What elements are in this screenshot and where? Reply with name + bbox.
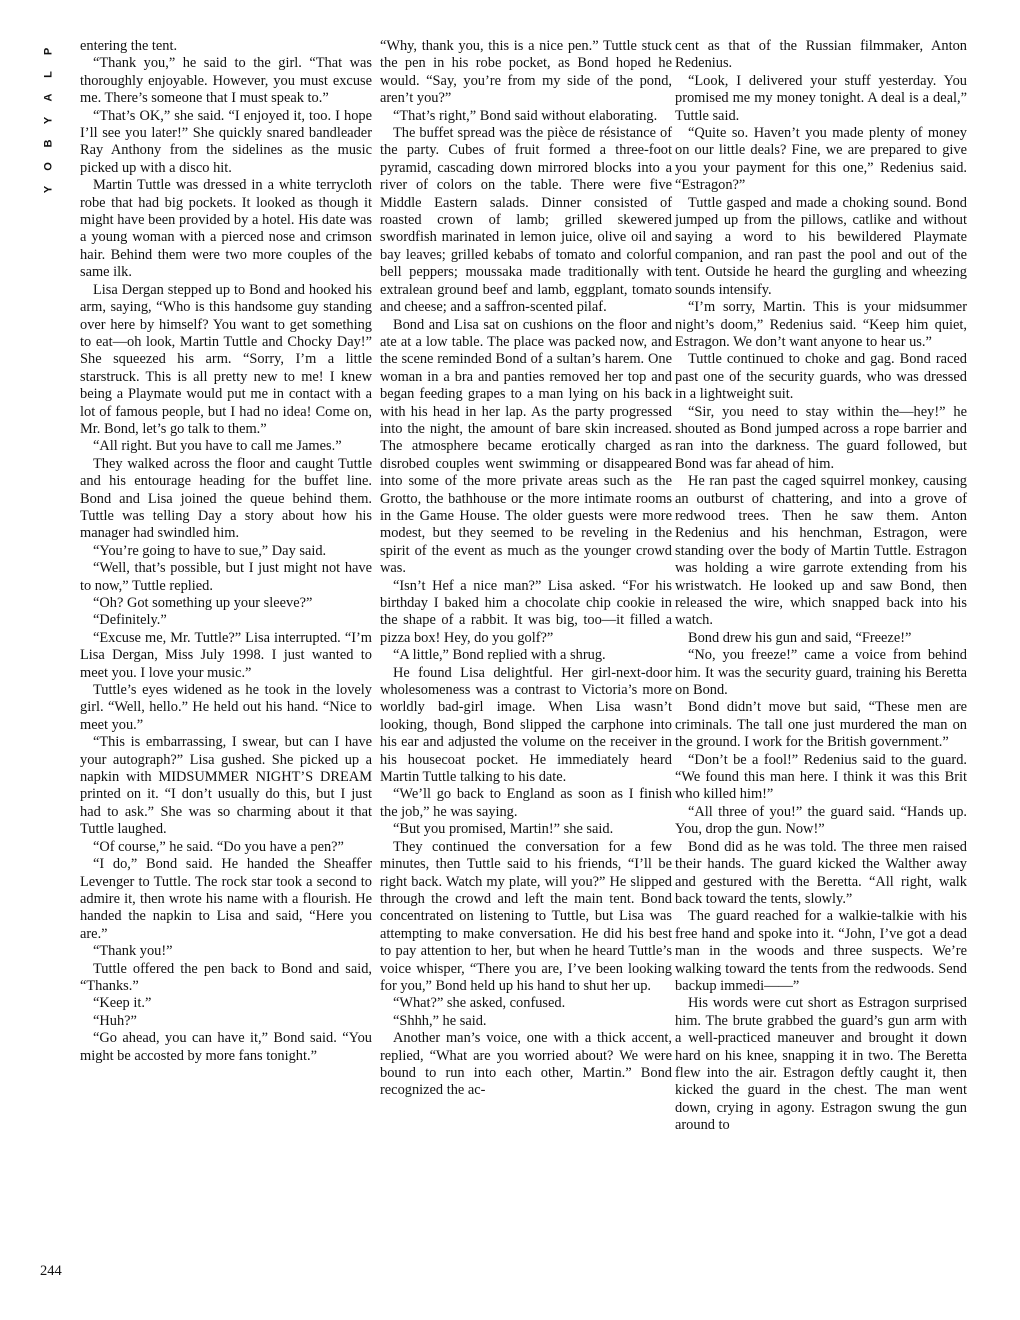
article-paragraph: “What?” she asked, confused.	[393, 995, 566, 1012]
article-paragraph: Lisa Dergan stepped up to Bond and hooked his arm, saying, “Who is this handsome guy standing over here by himself? You want to get something to eat—oh look, Martin Tuttle and Chocky Day!” She squeezed his arm. “Sorry, I’m a little starstruck. This is all pretty new to me! I knew being a Playmate would put me in contact with a lot of famous people, but I had no idea! Come on, Mr. Bond, let’s go talk to them.”	[80, 281, 372, 437]
sideline-letter: Y	[42, 116, 55, 125]
article-paragraph: “Definitely.”	[93, 612, 167, 629]
article-paragraph: Another man’s voice, one with a thick accent, replied, “What are you worried about? We were bound to run into each other, Martin.” Bond recognized the ac-	[380, 1030, 672, 1099]
article-paragraph: “I’m sorry, Martin. This is your midsummer night’s doom,” Redenius said. “Keep him quiet, Estragon. We don’t want anyone to hear us.”	[675, 299, 967, 350]
article-paragraph: “All right. But you have to call me James.”	[93, 438, 342, 455]
sideline-letter: Y	[42, 185, 55, 194]
article-paragraph: “Huh?”	[93, 1012, 137, 1029]
article-paragraph: “That’s right,” Bond said without elaborating.	[393, 107, 658, 124]
article-paragraph: “All three of you!” the guard said. “Hands up. You, drop the gun. Now!”	[675, 803, 967, 838]
article-paragraph: “Thank you,” he said to the girl. “That was thoroughly enjoyable. However, you must excuse me. There’s someone that I must speak to.”	[80, 55, 372, 107]
magazine-sideline	[34, 40, 64, 201]
article-paragraph: “But you promised, Martin!” she said.	[393, 821, 614, 838]
article-paragraph: He ran past the caged squirrel monkey, causing an outburst of chattering, and into a grove of redwood trees. Then he saw them. Anton Redenius and his henchman, Estragon, were standing over the body of Martin Tuttle. Estragon was holding a wire garrote extending from his wristwatch. He looked up and saw Bond, then released the wire, which snapped back into his watch.	[675, 473, 967, 629]
article-paragraph: “Quite so. Haven’t you made plenty of money on our little deals? Fine, we are prepared to give you your payment for this one,” Redenius said. “Estragon?”	[675, 125, 967, 194]
article-paragraph: “Don’t be a fool!” Redenius said to the guard. “We found this man here. I think it was this Brit who killed him!”	[675, 751, 967, 803]
article-paragraph: Bond did as he was told. The three men raised their hands. The guard kicked the Walther away and gestured with the Beretta. “All right, walk back toward the tents, slowly.”	[675, 838, 967, 907]
article-paragraph: “Look, I delivered your stuff yesterday. You promised me my money tonight. A deal is a deal,” Tuttle said.	[675, 72, 967, 124]
sideline-letter: O	[42, 162, 55, 171]
sideline-letter: B	[42, 139, 55, 148]
article-paragraph: The guard reached for a walkie-talkie with his free hand and spoke into it. “John, I’ve got a dead man in the woods and three suspects. We’re walking toward the tents from the redwoods. Send backup immedi——”	[675, 908, 967, 994]
article-paragraph: Tuttle’s eyes widened as he took in the lovely girl. “Well, hello.” He held out his hand. “Nice to meet you.”	[80, 682, 372, 733]
article-paragraph: The buffet spread was the pièce de résistance of the party. Cubes of fruit formed a three-foot pyramid, cascading down mirrored blocks into a river of colors on the table. There were five Middle Eastern salads. Dinner consisted of roasted crown of lamb; grilled skewered swordfish marinated in lemon juice, olive oil and bay leaves; grilled kebabs of tomato and colorful bell peppers; moussaka made traditionally with extralean ground beef and lamb, eggplant, tomato and cheese; and a saffron-scented pilaf.	[380, 125, 672, 316]
article-paragraph: “Shhh,” he said.	[393, 1012, 487, 1029]
article-column-1	[80, 38, 372, 1065]
article-paragraph: “Isn’t Hef a nice man?” Lisa asked. “For his birthday I baked him a chocolate chip cookie in the shape of a rabbit. It was big, too—it filled a pizza box! Hey, do you golf?”	[380, 577, 672, 646]
article-paragraph: They continued the conversation for a few minutes, then Tuttle said to his friends, “I’ll be right back. Watch my plate, will you?” He slipped through the crowd and left the main tent. Bond concentrated on listening to Tuttle, but Lisa was attempting to make conversation. He did his best to pay attention to her, but when he heard Tuttle’s voice whisper, “There you are, I’ve been looking for you,” Bond held up his hand to shut her up.	[380, 838, 672, 994]
article-paragraph: cent as that of the Russian filmmaker, Anton Redenius.	[675, 38, 967, 72]
page-number: 244	[40, 1263, 62, 1279]
article-paragraph: “Go ahead, you can have it,” Bond said. “You might be accosted by more fans tonight.”	[80, 1030, 372, 1064]
article-paragraph: He found Lisa delightful. Her girl-next-door wholesomeness was a contrast to Victoria’s more worldly bad-girl image. When Lisa wasn’t looking, though, Bond slipped the carphone into his ear and adjusted the volume on the receiver in his housecoat pocket. He immediately heard Martin Tuttle talking to his date.	[380, 664, 672, 786]
article-paragraph: “Of course,” he said. “Do you have a pen?”	[93, 838, 344, 855]
article-column-2	[380, 38, 672, 1100]
article-paragraph: “We’ll go back to England as soon as I finish the job,” he was saying.	[380, 786, 672, 820]
sideline-letter: P	[42, 47, 55, 56]
article-paragraph: They walked across the floor and caught Tuttle and his entourage heading for the buffet line. Bond and Lisa joined the queue behind them. Tuttle was telling Day a story about how his manager had swindled him.	[80, 455, 372, 542]
article-paragraph: Tuttle offered the pen back to Bond and said, “Thanks.”	[80, 960, 372, 994]
sideline-letter: A	[42, 93, 55, 102]
article-paragraph: “Excuse me, Mr. Tuttle?” Lisa interrupted. “I’m Lisa Dergan, Miss July 1998. I just wanted to meet you. I love your music.”	[80, 629, 372, 681]
article-paragraph: “This is embarrassing, I swear, but can I have your autograph?” Lisa gushed. She picked up a napkin with MIDSUMMER NIGHT’S DREAM printed on it. “I don’t usually do this, but I just had to ask.” She was so charming about it that Tuttle laughed.	[80, 734, 372, 838]
article-paragraph: “Oh? Got something up your sleeve?”	[93, 595, 313, 611]
article-paragraph: “Why, thank you, this is a nice pen.” Tuttle stuck the pen in his robe pocket, as Bond hoped he would. “Say, you’re from my side of the pond, aren’t you?”	[380, 38, 672, 107]
article-paragraph: “That’s OK,” she said. “I enjoyed it, too. I hope I’ll see you later!” She quickly snared bandleader Ray Anthony from the sidelines as the music picked up with a disco hit.	[80, 107, 372, 176]
article-paragraph: “Sir, you need to stay within the—hey!” he shouted as Bond jumped across a rope barrier and ran into the darkness. The guard followed, but Bond was far ahead of him.	[675, 403, 967, 472]
article-paragraph: “I do,” Bond said. He handed the Sheaffer Levenger to Tuttle. The rock star took a second to admire it, then wrote his name with a flourish. He handed the napkin to Lisa and said, “Here you are.”	[80, 856, 372, 942]
article-paragraph: Tuttle gasped and made a choking sound. Bond jumped up from the pillows, catlike and without saying a word to his bewildered Playmate companion, and ran past the pool and out of the tent. Outside he heard the gurgling and wheezing sounds intensify.	[675, 194, 967, 298]
article-paragraph: Bond didn’t move but said, “These men are criminals. The tall one just murdered the man on the ground. I work for the British government.”	[675, 699, 967, 751]
article-paragraph: Martin Tuttle was dressed in a white terrycloth robe that had big pockets. It looked as though it might have been provided by a hotel. His date was a young woman with a pierced nose and crimson hair. Behind them were two more couples of the same ilk.	[80, 177, 372, 281]
article-paragraph: entering the tent.	[80, 38, 178, 54]
article-paragraph: Bond drew his gun and said, “Freeze!”	[688, 629, 912, 646]
article-paragraph: “You’re going to have to sue,” Day said.	[93, 542, 327, 559]
article-paragraph: “Well, that’s possible, but I just might not have to now,” Tuttle replied.	[80, 560, 372, 594]
article-column-3	[675, 38, 967, 1135]
article-paragraph: His words were cut short as Estragon surprised him. The brute grabbed the guard’s gun arm with a well-practiced maneuver and brought it down hard on his knee, snapping it in two. The Beretta flew into the air. Estragon deftly caught it, then kicked the guard in the chest. The man went down, crying in agony. Estragon swung the gun around to	[675, 995, 967, 1134]
article-paragraph: “A little,” Bond replied with a shrug.	[393, 647, 606, 664]
article-paragraph: “Keep it.”	[93, 995, 152, 1012]
article-paragraph: Tuttle continued to choke and gag. Bond raced past one of the security guards, who was dressed in a lightweight suit.	[675, 351, 967, 403]
article-paragraph: “No, you freeze!” came a voice from behind him. It was the security guard, training his Beretta on Bond.	[675, 647, 967, 699]
sideline-letter: L	[42, 71, 55, 78]
article-paragraph: Bond and Lisa sat on cushions on the floor and ate at a low table. The place was packed now, and the scene reminded Bond of a sultan’s harem. One woman in a bra and panties removed her top and began feeding grapes to a man lying on his back with his head in her lap. As the party progressed into the night, the amount of bare skin increased. The atmosphere became erotically charged as disrobed couples went swimming or disappeared into some of the more private areas such as the Grotto, the bathhouse or the more intimate rooms in the Game House. The older guests were more modest, but they seemed to be reveling in the spirit of the event as much as the younger crowd was.	[380, 316, 672, 577]
article-paragraph: “Thank you!”	[93, 943, 173, 960]
